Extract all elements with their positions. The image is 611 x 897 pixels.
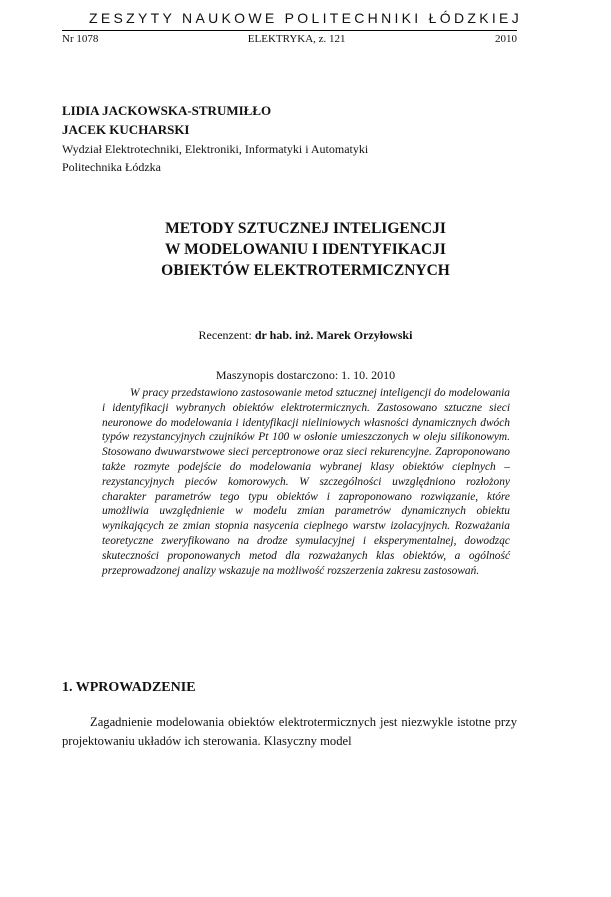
journal-title: ZESZYTY NAUKOWE POLITECHNIKI ŁÓDZKIEJ xyxy=(88,10,522,26)
abstract: W pracy przedstawiono zastosowanie metod sztucznej inteligencji do modelowania i identyfikacji wybranych obiektów elektrotermicznych. Zastosowano sztuczne sieci neuronowe do modelowania i identyfikacji nieliniowych własności dynamicznych dwóch typów rezystancyjnych czujników Pt 100 w osłonie umieszczonych w oleju silikonowym. Stosowano dwuwarstwowe sieci perceptronowe oraz sieci rekurencyjne. Zaproponowano także rozmyte podejście do modelowania wybranej klasy obiektów cieplnych – rezystancyjnych pieców komorowych. W szczególności uwzględniono rozłożony charakter parametrów tego typu obiektów i zaproponowano rozwiązanie, które umożliwia uwzględnienie w modelu zmian parametrów dynamicznych obiektu wynikających ze zmian stopnia nasycenia cieplnego warstw izolacyjnych. Rozważania teoretyczne zweryfikowano na drodze symulacyjnej i eksperymentalnej, dowodząc skuteczności proponowanych metod dla rozważanych klas obiektów, a ogólność przeprowadzonej analizy wskazuje na możliwość rozszerzenia zakresu zastosowań. xyxy=(102,387,510,577)
reviewer-label: Recenzent: xyxy=(198,328,255,342)
reviewer-name: dr hab. inż. Marek Orzyłowski xyxy=(254,328,413,342)
author-list xyxy=(62,100,271,140)
author-name: LIDIA JACKOWSKA-STRUMIŁŁO xyxy=(62,103,272,118)
year-label: 2010 xyxy=(495,33,517,45)
author-name: JACEK KUCHARSKI xyxy=(62,122,190,137)
header-meta xyxy=(62,33,517,45)
section-heading: 1. WPROWADZENIE xyxy=(62,680,196,695)
title-line: W MODELOWANIU I IDENTYFIKACJI xyxy=(165,241,446,258)
university-name: Politechnika Łódzka xyxy=(62,160,161,174)
received-date: Maszynopis dostarczono: 1. 10. 2010 xyxy=(215,368,396,382)
paper-title xyxy=(0,218,611,281)
header-rule xyxy=(62,30,517,31)
reviewer-line xyxy=(0,328,611,343)
issue-number: Nr 1078 xyxy=(62,33,99,45)
affiliation xyxy=(62,140,368,176)
title-line: OBIEKTÓW ELEKTROTERMICZNYCH xyxy=(161,262,450,279)
section-paragraph: Zagadnienie modelowania obiektów elektrotermicznych jest niezwykle istotne przy projektowaniu układów ich sterowania. Klasyczny model xyxy=(62,715,517,748)
title-line: METODY SZTUCZNEJ INTELIGENCJI xyxy=(165,220,446,237)
faculty-name: Wydział Elektrotechniki, Elektroniki, Informatyki i Automatyki xyxy=(62,142,369,156)
series-label: ELEKTRYKA, z. 121 xyxy=(247,33,346,45)
